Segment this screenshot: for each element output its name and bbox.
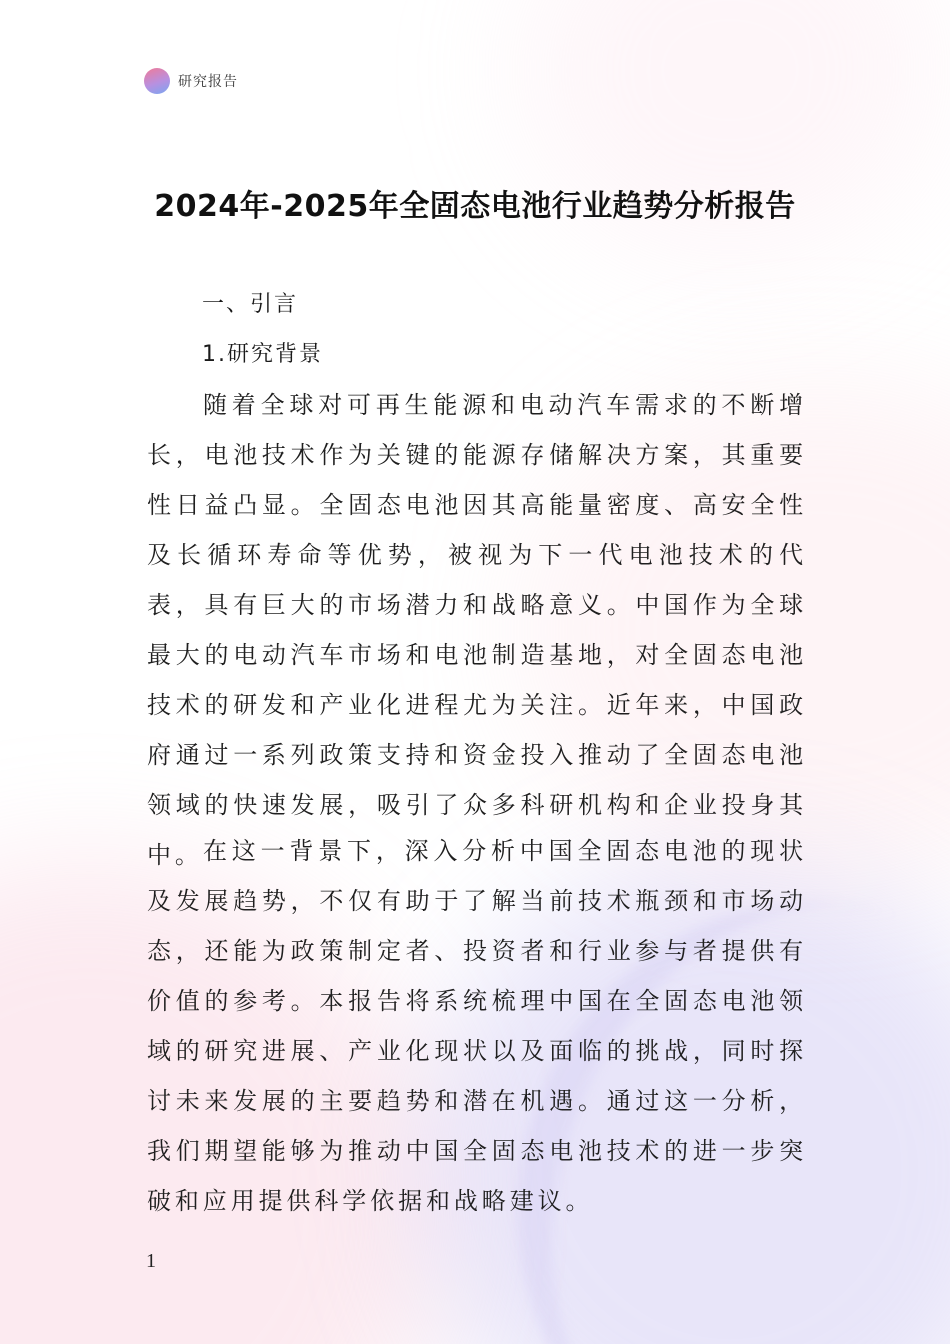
subsection-heading: 1.研究背景 (202, 342, 323, 367)
document-title: 2024年-2025年全固态电池行业趋势分析报告 (154, 189, 796, 224)
report-header (144, 68, 238, 94)
section-heading: 一、引言 (202, 292, 299, 317)
body-paragraph: 在这一背景下，深入分析中国全固态电池的现状及发展趋势，不仅有助于了解当前技术瓶颈和市场动态，还能为政策制定者、投资者和行业参与者提供有价值的参考。本报告将系统梳理中国在全固态电池领域的研究进展、产业化现状以及面临的挑战，同时探讨未来发展的主要趋势和潜在机遇。通过这一分析，我们期望能够为推动中国全固态电池技术的进一步突破和应用提供科学依据和战略建议。 (147, 837, 807, 1215)
header-label: 研究报告 (178, 74, 238, 90)
body-paragraph: 随着全球对可再生能源和电动汽车需求的不断增长，电池技术作为关键的能源存储解决方案，其重要性日益凸显。全固态电池因其高能量密度、高安全性及长循环寿命等优势，被视为下一代电池技术的代表，具有巨大的市场潜力和战略意义。中国作为全球最大的电动汽车市场和电池制造基地，对全固态电池技术的研发和产业化进程尤为关注。近年来，中国政府通过一系列政策支持和资金投入推动了全固态电池领域的快速发展，吸引了众多科研机构和企业投身其中。 (147, 391, 807, 869)
logo-icon (144, 68, 170, 94)
page-number: 1 (146, 1250, 156, 1272)
